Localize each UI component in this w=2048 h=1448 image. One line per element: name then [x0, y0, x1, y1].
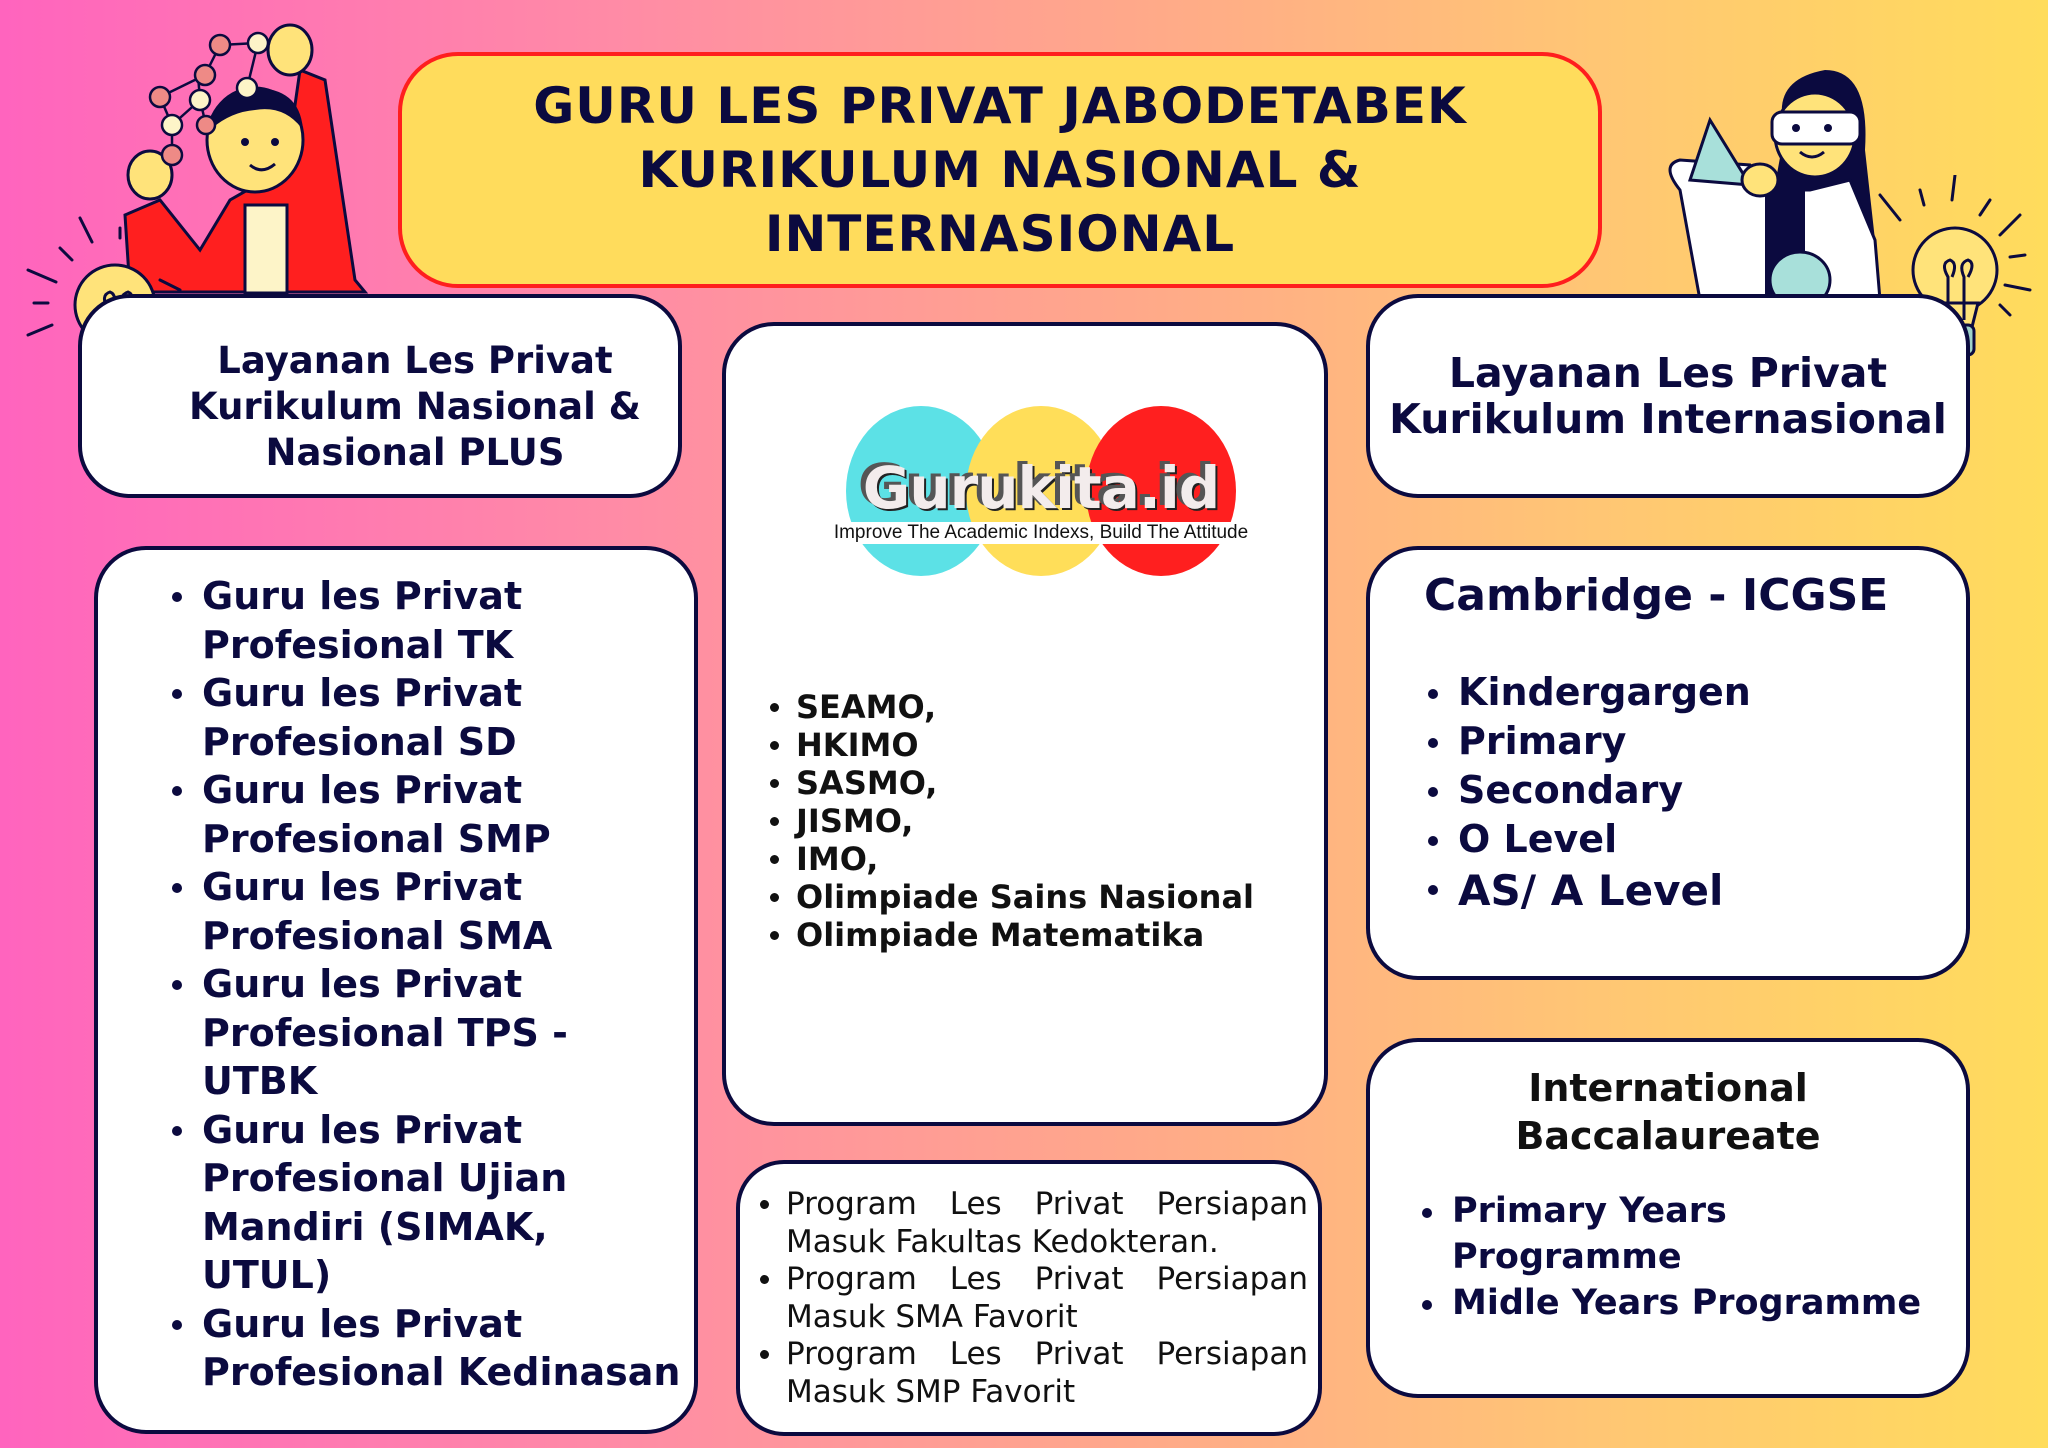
list-item: Guru les Privat Profesional SMP: [168, 766, 688, 863]
heading-line: Nasional PLUS: [265, 431, 565, 474]
list-item: Midle Years Programme: [1418, 1280, 1921, 1326]
heading-line: Layanan Les Privat: [217, 339, 613, 382]
ib-card: [1366, 1038, 1970, 1398]
list-item: Guru les Privat Profesional Kedinasan: [168, 1300, 688, 1397]
brand-olympiad-card: [722, 322, 1328, 1126]
brand-name: Gurukita.id: [862, 454, 1220, 522]
list-item: SASMO,: [766, 764, 1254, 802]
brand-tagline: Improve The Academic Indexs, Build The Attitude: [816, 522, 1266, 544]
heading-line: Kurikulum Internasional: [1389, 395, 1947, 443]
cambridge-card: [1366, 546, 1970, 980]
list-item: Olimpiade Matematika: [766, 916, 1254, 954]
list-item: Program Les Privat Persiapan Masuk SMP Favorit: [756, 1336, 1308, 1411]
national-services-list: [168, 572, 688, 1397]
list-item: Primary: [1424, 717, 1751, 766]
list-item: Program Les Privat Persiapan Masuk Fakultas Kedokteran.: [756, 1186, 1308, 1261]
list-item: Guru les Privat Profesional SMA: [168, 863, 688, 960]
list-item: O Level: [1424, 815, 1751, 864]
page-title-banner: [398, 52, 1602, 288]
title-line-3: INTERNASIONAL: [764, 205, 1236, 263]
heading-line: International: [1528, 1066, 1808, 1110]
list-item: Guru les Privat Profesional SD: [168, 669, 688, 766]
ib-title: [1370, 1064, 1966, 1160]
preparation-programs-list: [756, 1186, 1308, 1411]
ib-programmes-list: [1418, 1188, 1921, 1326]
national-services-card: [94, 546, 698, 1434]
cambridge-levels-list: [1424, 668, 1751, 918]
national-curriculum-header-card: [78, 294, 682, 498]
list-item: Kindergargen: [1424, 668, 1751, 717]
title-line-2: KURIKULUM NASIONAL &: [638, 141, 1362, 199]
cambridge-title: Cambridge - ICGSE: [1424, 570, 1889, 621]
international-curriculum-header-card: [1366, 294, 1970, 498]
list-item: HKIMO: [766, 726, 1254, 764]
list-item: Program Les Privat Persiapan Masuk SMA Favorit: [756, 1261, 1308, 1336]
title-line-1: GURU LES PRIVAT JABODETABEK: [533, 77, 1467, 135]
heading-line: Baccalaureate: [1515, 1114, 1821, 1158]
list-item: IMO,: [766, 840, 1254, 878]
international-curriculum-heading: [1380, 350, 1956, 442]
list-item: Olimpiade Sains Nasional: [766, 878, 1254, 916]
list-item: AS/ A Level: [1424, 864, 1751, 918]
heading-line: Layanan Les Privat: [1448, 349, 1888, 397]
list-item: Guru les Privat Profesional Ujian Mandiri (SIMAK, UTUL): [168, 1106, 688, 1300]
list-item: SEAMO,: [766, 688, 1254, 726]
heading-line: Kurikulum Nasional &: [189, 385, 641, 428]
olympiad-list: [766, 688, 1254, 954]
gurukita-logo: [816, 406, 1266, 576]
list-item: Guru les Privat Profesional TPS - UTBK: [168, 960, 688, 1106]
list-item: Primary Years Programme: [1418, 1188, 1921, 1280]
list-item: Secondary: [1424, 766, 1751, 815]
list-item: Guru les Privat Profesional TK: [168, 572, 688, 669]
national-curriculum-heading: [172, 338, 658, 476]
preparation-programs-card: [736, 1160, 1322, 1436]
list-item: JISMO,: [766, 802, 1254, 840]
